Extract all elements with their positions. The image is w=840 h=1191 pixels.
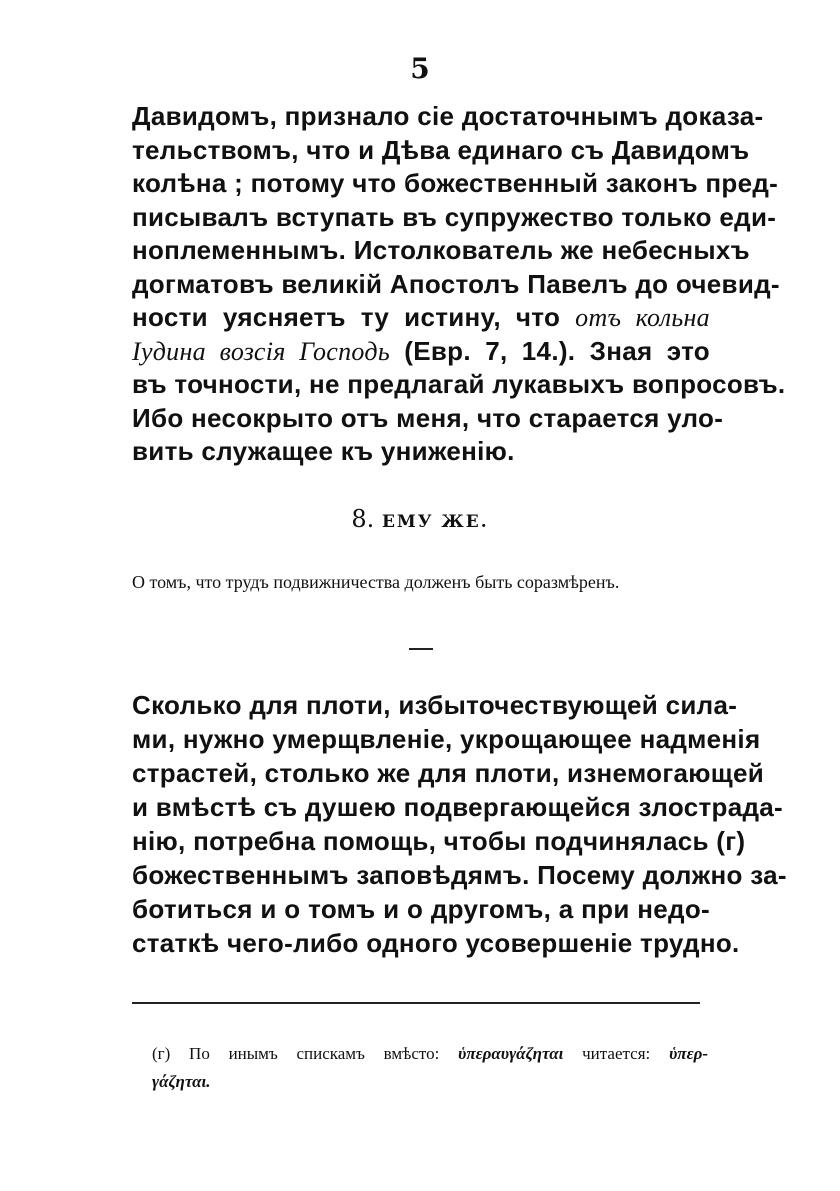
text-segment: ности уясняетъ ту истину, что — [132, 302, 576, 332]
text-line: и вмѣстѣ съ душею подвергающейся злострада- — [132, 792, 783, 822]
text-line: ноплеменнымъ. Истолкователь же небесныхъ — [132, 235, 750, 265]
scripture-quote: Іудина возсія Господь — [132, 336, 390, 366]
separator-dash — [409, 648, 433, 650]
main-paragraph — [132, 100, 786, 469]
text-line: божественнымъ заповѣдямъ. Посему должно за- — [132, 860, 787, 890]
text-line: нію, потребна помощь, чтобы подчинялась (г) — [132, 826, 746, 856]
text-line: Сколько для плоти, избыточествующей сила- — [132, 690, 738, 720]
text-line: Давидомъ, признало сіе достаточнымъ доказа- — [132, 101, 764, 131]
text-line: ботиться и о томъ и о другомъ, а при недо- — [132, 894, 710, 924]
footnote-text: (г) По инымъ спискамъ вмѣсто: — [152, 1044, 459, 1063]
section-subtitle: О томъ, что трудъ подвижничества долженъ быть соразмѣренъ. — [132, 572, 620, 592]
text-line — [132, 335, 710, 369]
greek-word: ὑπεραυγάζηται — [458, 1044, 564, 1063]
section-number: 8. — [351, 505, 375, 533]
text-line: Ибо несокрыто отъ меня, что старается уло- — [132, 402, 724, 433]
page-number: 5 — [410, 52, 430, 85]
footnote-line — [152, 1040, 708, 1068]
greek-word: ὑπερ- — [668, 1044, 708, 1063]
footnote — [152, 1040, 708, 1096]
text-line — [132, 301, 710, 335]
footnote-text: читается: — [563, 1044, 669, 1063]
text-line: страстей, столько же для плоти, изнемогающей — [132, 758, 765, 788]
scripture-quote: отъ кольна — [575, 303, 710, 332]
text-line: статкѣ чего-либо одного усовершеніе трудно. — [132, 928, 740, 958]
footnote-rule — [132, 1002, 700, 1004]
text-line: въ точности, не предлагай лукавыхъ вопросовъ. — [132, 369, 786, 399]
text-line: тельствомъ, что и Дѣва единаго съ Давидомъ — [132, 134, 750, 165]
letter-paragraph — [132, 688, 787, 960]
section-heading — [0, 505, 840, 533]
text-segment: (Евр. 7, 14.). Зная это — [389, 335, 710, 366]
text-line: ми, нужно умерщвленіе, укрощающее надменія — [132, 724, 761, 754]
text-line: догматовъ великій Апостолъ Павелъ до очевид- — [132, 268, 780, 299]
section-title: ЕМУ ЖЕ. — [381, 512, 489, 532]
footnote-line — [152, 1068, 708, 1096]
text-line: колѣна ; потому что божественный законъ пред- — [132, 168, 779, 198]
greek-word: γάζηται. — [152, 1072, 211, 1091]
text-line: вить служащее къ униженію. — [132, 436, 515, 466]
text-line: писывалъ вступать въ супружество только еди- — [132, 201, 777, 232]
